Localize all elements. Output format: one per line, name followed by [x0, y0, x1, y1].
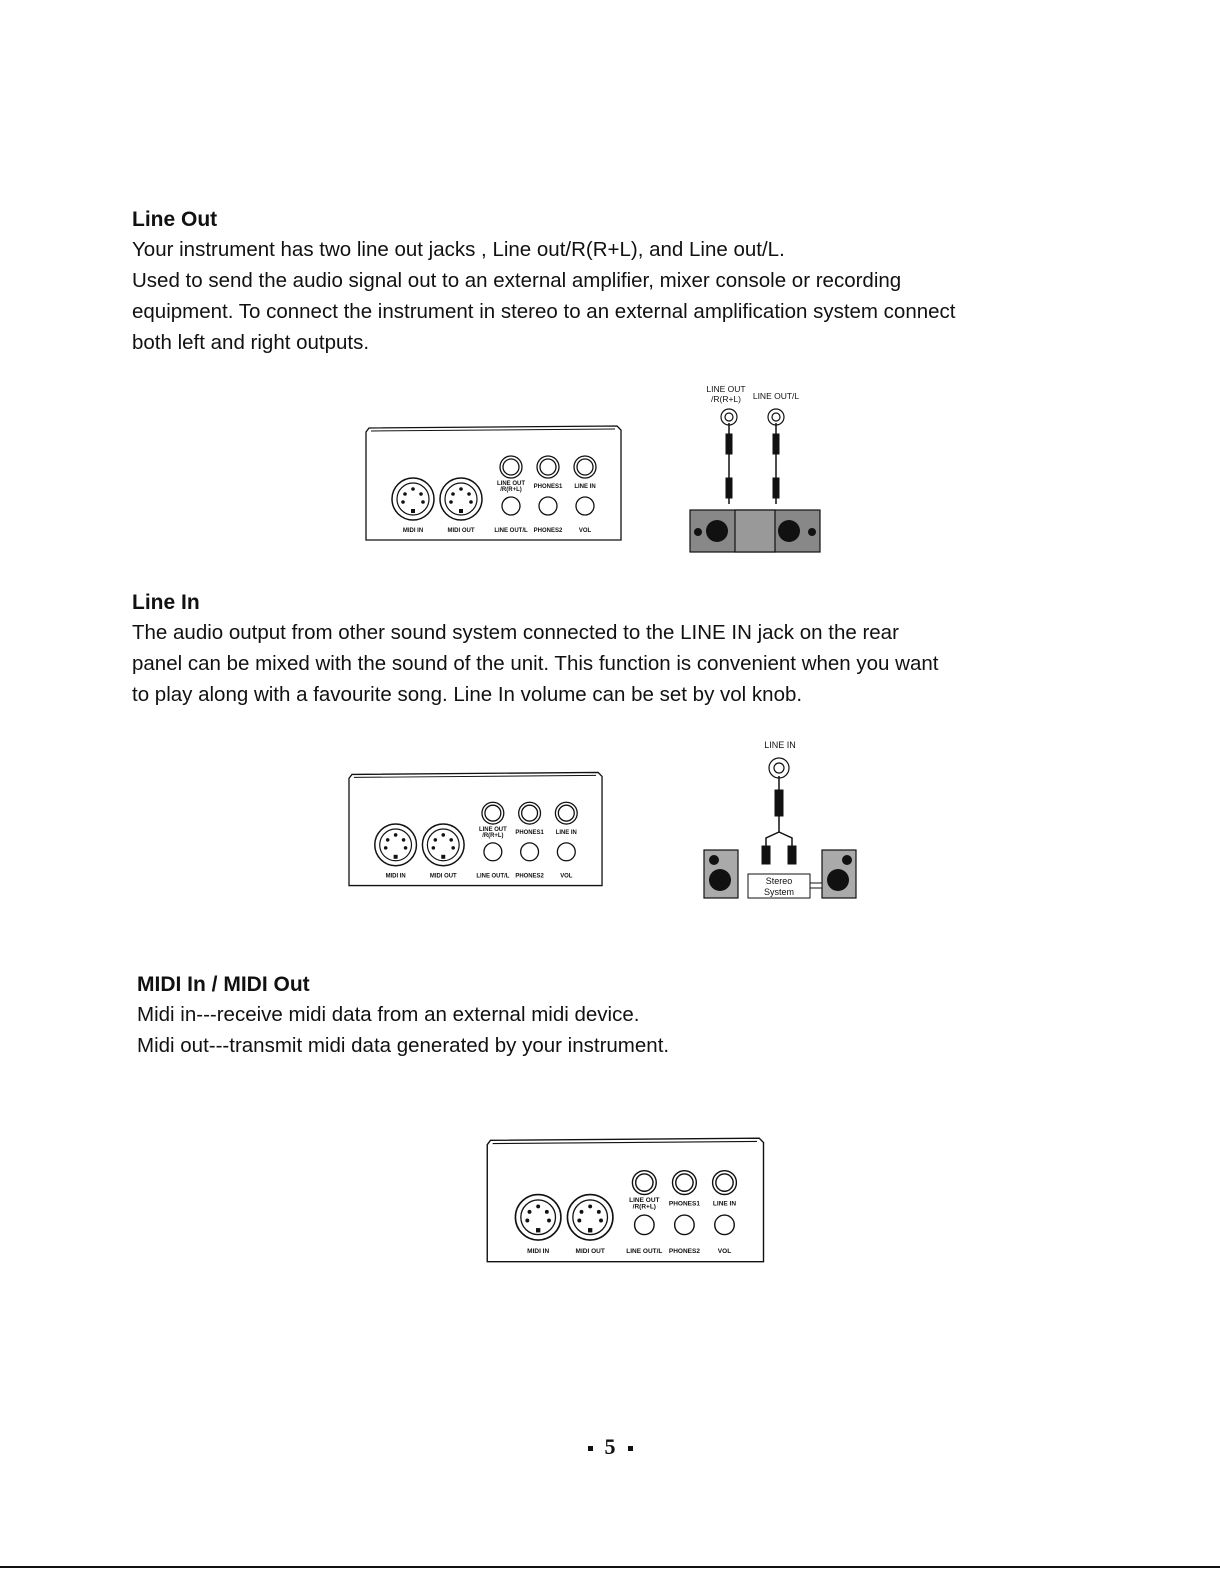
stereo-label: Stereo [765, 876, 793, 886]
cable [762, 776, 796, 864]
label-midi-out: MIDI OUT [447, 528, 475, 534]
midi-heading: MIDI In / MIDI Out [137, 973, 310, 996]
label-midi-in: MIDI IN [402, 528, 424, 534]
text-line: Used to send the audio signal out to an external amplifier, mixer console or recording [132, 269, 902, 292]
midi-out-port [567, 1195, 613, 1241]
label-phones1: PHONES1 [668, 1200, 700, 1208]
text-line: panel can be mixed with the sound of the unit. This function is convenient when you want [132, 652, 939, 675]
line-out-connection-diagram [688, 382, 823, 557]
label-line-out-r-sub: /R(R+L) [500, 487, 522, 493]
midi-text [137, 999, 1117, 1061]
stereo-system-box [748, 874, 822, 898]
text-line: both left and right outputs. [132, 331, 370, 354]
text-line: Midi in---receive midi data from an external midi device. [137, 1003, 640, 1026]
line-out-heading: Line Out [132, 208, 218, 231]
label-vol: VOL [578, 528, 592, 534]
label-line-out-r: LINE OUT [497, 481, 525, 487]
page-number [0, 1434, 1220, 1460]
text-line: Your instrument has two line out jacks , Line out/R(R+L), and Line out/L. [132, 238, 785, 261]
bottom-rule [0, 1566, 1220, 1568]
midi-out-port [440, 478, 482, 520]
jack-label-line-out-r: LINE OUT [706, 384, 746, 394]
text-line: Midi out---transmit midi data generated by your instrument. [137, 1034, 670, 1057]
cables [726, 423, 779, 504]
bullet-right [628, 1446, 633, 1451]
label-vol: VOL [717, 1248, 732, 1255]
line-in-heading: Line In [132, 591, 200, 614]
label-line-out-l: LINE OUT/L [626, 1248, 663, 1255]
rear-panel-diagram [365, 424, 625, 544]
page-number-value: 5 [604, 1434, 616, 1459]
line-out-section [132, 206, 1112, 358]
bullet-left [588, 1446, 593, 1451]
amplifier [690, 510, 820, 552]
label-line-out-r-sub: /R(R+L) [632, 1203, 656, 1211]
left-speaker [704, 850, 738, 898]
midi-in-port [375, 824, 417, 866]
line-in-section [132, 589, 1112, 710]
line-in-connection-diagram [700, 738, 860, 903]
label-midi-out: MIDI OUT [575, 1248, 605, 1255]
jack-label-line-out-r-sub: /R(R+L) [711, 394, 741, 404]
line-in-text [132, 617, 1112, 710]
label-midi-in: MIDI IN [527, 1248, 550, 1255]
right-speaker [822, 850, 856, 898]
label-phones1: PHONES1 [515, 829, 544, 836]
jack-label-line-out-l: LINE OUT/L [752, 391, 800, 401]
label-phones2: PHONES2 [515, 873, 544, 880]
midi-out-port [422, 824, 464, 866]
jack-socket [769, 758, 789, 778]
label-line-out-r-sub: /R(R+L) [482, 832, 504, 839]
label-midi-out: MIDI OUT [429, 873, 457, 880]
jack-label-line-in: LINE IN [764, 740, 796, 750]
label-phones2: PHONES2 [533, 528, 563, 534]
midi-in-port [392, 478, 434, 520]
label-line-out-r: LINE OUT [479, 826, 507, 833]
label-midi-in: MIDI IN [385, 873, 406, 880]
label-phones1: PHONES1 [533, 484, 563, 490]
label-phones2: PHONES2 [668, 1248, 700, 1255]
label-line-out-l: LINE OUT/L [494, 528, 528, 534]
rear-panel-diagram [486, 1136, 768, 1266]
label-line-in: LINE IN [555, 829, 577, 836]
system-label: System [763, 887, 795, 897]
midi-section [137, 971, 1117, 1061]
rear-panel-diagram [348, 770, 606, 890]
midi-in-port [515, 1195, 561, 1241]
jack-socket-r [721, 409, 784, 425]
text-line: to play along with a favourite song. Line In volume can be set by vol knob. [132, 683, 803, 706]
text-line: The audio output from other sound system connected to the LINE IN jack on the rear [132, 621, 899, 644]
label-line-out-l: LINE OUT/L [476, 873, 510, 880]
line-out-text [132, 234, 1112, 358]
label-line-out-r: LINE OUT [629, 1197, 660, 1205]
label-line-in: LINE IN [712, 1200, 737, 1208]
label-vol: VOL [560, 873, 573, 880]
text-line: equipment. To connect the instrument in stereo to an external amplification system connect [132, 300, 956, 323]
label-line-in: LINE IN [574, 484, 596, 490]
